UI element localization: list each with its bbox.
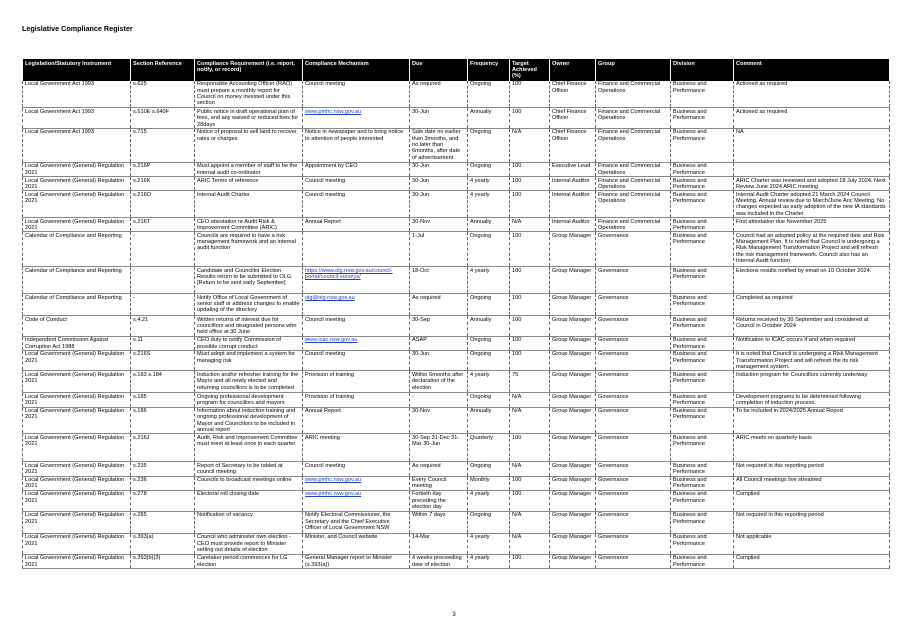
cell-due: 30-Jun: [410, 162, 468, 176]
cell-requirement: Must appoint a member of staff to be the internal audit co-ordinator: [195, 162, 303, 176]
cell-section: s.285: [131, 511, 195, 533]
cell-division: Business and Performance: [671, 371, 734, 393]
cell-section: s.625: [131, 81, 195, 108]
cell-group: Governance: [596, 267, 671, 294]
table-row: [23, 191, 890, 218]
cell-due: Within 7 days: [410, 511, 468, 533]
cell-section: s.216J: [131, 434, 195, 462]
table-row: [23, 350, 890, 370]
cell-requirement: Councils to broadcast meetings online: [195, 476, 303, 490]
cell-owner: Group Manager: [550, 490, 596, 511]
cell-comment: First attestation due November 2025: [734, 218, 890, 232]
table-row: [23, 476, 890, 490]
table-row: [23, 490, 890, 511]
column-header-frequency: Frequency: [468, 59, 510, 81]
cell-owner: Group Manager: [550, 316, 596, 336]
cell-owner: Group Manager: [550, 533, 596, 554]
cell-frequency: 4 yearly: [468, 371, 510, 393]
table-row: [23, 218, 890, 232]
cell-legislation: Code of Conduct: [23, 316, 131, 336]
cell-requirement: Report of Secretary to be tabled at council meeting: [195, 462, 303, 476]
cell-group: Governance: [596, 350, 671, 370]
cell-requirement: Written returns of interest due for councillors and designated persons who held office at 30 June: [195, 316, 303, 336]
cell-division: Business and Performance: [671, 533, 734, 554]
cell-legislation: Local Government (General) Regulation 2021: [23, 407, 131, 434]
table-row: [23, 393, 890, 407]
cell-group: Governance: [596, 371, 671, 393]
cell-division: Business and Performance: [671, 490, 734, 511]
cell-section: s.11: [131, 336, 195, 350]
cell-frequency: 4 yearly: [468, 533, 510, 554]
cell-section: s.235: [131, 462, 195, 476]
cell-group: Finance and Commercial Operations: [596, 162, 671, 176]
cell-due: Every Council meeting: [410, 476, 468, 490]
cell-group: Finance and Commercial Operations: [596, 191, 671, 218]
cell-group: Governance: [596, 336, 671, 350]
cell-owner: Group Manager: [550, 267, 596, 294]
cell-target-achieved: 100: [510, 191, 550, 218]
cell-section: -: [131, 232, 195, 267]
cell-target-achieved: 100: [510, 350, 550, 370]
cell-due: As required: [410, 81, 468, 108]
cell-group: Governance: [596, 434, 671, 462]
cell-frequency: Annually: [468, 108, 510, 128]
cell-division: Business and Performance: [671, 407, 734, 434]
column-header-requirement: Compliance Requirement (i.e. report, notify, or record): [195, 59, 303, 81]
cell-requirement: CEO duty to notify Commission of possible corrupt conduct: [195, 336, 303, 350]
column-header-legislation: Legislation/Statutory Instrument: [23, 59, 131, 81]
cell-legislation: Local Government (General) Regulation 2021: [23, 371, 131, 393]
table-header-row: [23, 59, 890, 81]
cell-requirement: Information about induction training and ongoing professional development of Mayor and Councillors to be included in annual report: [195, 407, 303, 434]
cell-mechanism: Minister, and Council website: [303, 533, 410, 554]
table-row: [23, 533, 890, 554]
cell-target-achieved: 100: [510, 476, 550, 490]
cell-legislation: Local Government (General) Regulation 2021: [23, 350, 131, 370]
cell-owner: Group Manager: [550, 393, 596, 407]
cell-mechanism: General Manager report to Minister (s.393(a)): [303, 554, 410, 568]
cell-division: Business and Performance: [671, 336, 734, 350]
cell-division: Business and Performance: [671, 511, 734, 533]
cell-owner: Group Manager: [550, 294, 596, 316]
cell-due: 30-Nov: [410, 218, 468, 232]
cell-owner: Group Manager: [550, 232, 596, 267]
cell-requirement: Notify Office of Local Government of senior staff or address changes to enable updating of the directory: [195, 294, 303, 316]
cell-division: Business and Performance: [671, 81, 734, 108]
table-row: [23, 294, 890, 316]
column-header-comment: Comment: [734, 59, 890, 81]
cell-requirement: Responsible Accounting Officer (RAO) must prepare a monthly report for Council on money invested under this section: [195, 81, 303, 108]
cell-section: s.393(a): [131, 533, 195, 554]
cell-division: Business and Performance: [671, 108, 734, 128]
cell-frequency: 4 yearly: [468, 191, 510, 218]
cell-requirement: Notice of proposal to sell land to recover rates or charges: [195, 128, 303, 162]
mechanism-link[interactable]: www.pmhc.nsw.gov.au: [305, 491, 362, 498]
cell-section: s.183 s.184: [131, 371, 195, 393]
table-row: [23, 81, 890, 108]
cell-legislation: Independent Commission Against Corruption Act 1988: [23, 336, 131, 350]
cell-comment: Completed as required: [734, 294, 890, 316]
cell-group: Finance and Commercial Operations: [596, 177, 671, 191]
cell-due: 1-Jul: [410, 232, 468, 267]
cell-target-achieved: 100: [510, 108, 550, 128]
table-body: [23, 81, 890, 569]
cell-comment: Not required in this reporting period: [734, 511, 890, 533]
cell-comment: Not required in this reporting period: [734, 462, 890, 476]
cell-group: Governance: [596, 490, 671, 511]
table-row: [23, 128, 890, 162]
cell-due: 4 weeks preceeding date of election: [410, 554, 468, 568]
cell-group: Finance and Commercial Operations: [596, 218, 671, 232]
cell-legislation: Calendar of Compliance and Reporting: [23, 232, 131, 267]
cell-legislation: Calendar of Compliance and Reporting: [23, 294, 131, 316]
column-header-mechanism: Compliance Mechanism: [303, 59, 410, 81]
table-row: [23, 462, 890, 476]
cell-group: Governance: [596, 554, 671, 568]
table-row: [23, 162, 890, 176]
cell-mechanism: Notify Electoral Commissioner, the Secretary and the Chief Executive Officer of Local Government NSW: [303, 511, 410, 533]
cell-owner: Group Manager: [550, 462, 596, 476]
table-row: [23, 108, 890, 128]
cell-comment: ARIC meets on quarterly basis: [734, 434, 890, 462]
column-header-division: Division: [671, 59, 734, 81]
cell-legislation: Local Government Act 1993: [23, 108, 131, 128]
cell-frequency: Ongoing: [468, 128, 510, 162]
cell-target-achieved: 100: [510, 490, 550, 511]
table-row: [23, 434, 890, 462]
cell-mechanism: [303, 476, 410, 490]
cell-legislation: Local Government (General) Regulation 2021: [23, 177, 131, 191]
cell-due: 18-Oct: [410, 267, 468, 294]
cell-target-achieved: 100: [510, 162, 550, 176]
cell-section: s.4.21: [131, 316, 195, 336]
cell-division: Business and Performance: [671, 267, 734, 294]
cell-group: Governance: [596, 407, 671, 434]
cell-requirement: Electoral roll closing date: [195, 490, 303, 511]
cell-target-achieved: N/A: [510, 511, 550, 533]
cell-frequency: 4 yearly: [468, 554, 510, 568]
cell-division: Business and Performance: [671, 476, 734, 490]
mechanism-link[interactable]: www.icac.nsw.gov.au: [305, 337, 358, 344]
cell-legislation: Calendar of Compliance and Reporting: [23, 267, 131, 294]
cell-division: Business and Performance: [671, 350, 734, 370]
cell-requirement: Candidate and Councillor Election Results return to be submitted to OLG [Return to be sent early September]: [195, 267, 303, 294]
cell-owner: Group Manager: [550, 434, 596, 462]
cell-division: Business and Performance: [671, 393, 734, 407]
cell-section: s.236: [131, 476, 195, 490]
cell-mechanism: Annual Report: [303, 407, 410, 434]
cell-section: s.216S: [131, 350, 195, 370]
cell-frequency: 4 yearly: [468, 267, 510, 294]
cell-section: s.278: [131, 490, 195, 511]
cell-owner: Internal Auditor: [550, 218, 596, 232]
mechanism-link[interactable]: olg@olg.nsw.gov.au: [305, 294, 355, 301]
cell-frequency: Ongoing: [468, 232, 510, 267]
cell-legislation: Local Government (General) Regulation 2021: [23, 462, 131, 476]
cell-owner: Internal Auditor: [550, 191, 596, 218]
cell-requirement: Notification of vacancy: [195, 511, 303, 533]
cell-comment: All Council meetings live streamed: [734, 476, 890, 490]
cell-due: ASAP: [410, 336, 468, 350]
cell-due: 30-Sep: [410, 316, 468, 336]
cell-comment: Complied: [734, 554, 890, 568]
cell-group: Governance: [596, 533, 671, 554]
table-row: [23, 407, 890, 434]
cell-mechanism: [303, 108, 410, 128]
cell-target-achieved: 100: [510, 294, 550, 316]
cell-mechanism: Council meeting: [303, 350, 410, 370]
cell-comment: Notification to ICAC occurs if and when required: [734, 336, 890, 350]
cell-requirement: CEO attestation re Audit Risk & Improvement Committee (ARIC): [195, 218, 303, 232]
cell-mechanism: [303, 490, 410, 511]
cell-section: -: [131, 267, 195, 294]
page-number: 3: [452, 612, 456, 618]
cell-frequency: Annually: [468, 407, 510, 434]
cell-legislation: Local Government (General) Regulation 2021: [23, 218, 131, 232]
cell-division: Business and Performance: [671, 232, 734, 267]
cell-legislation: Local Government (General) Regulation 2021: [23, 490, 131, 511]
cell-group: Governance: [596, 511, 671, 533]
column-header-owner: Owner: [550, 59, 596, 81]
cell-owner: Group Manager: [550, 336, 596, 350]
table-row: [23, 554, 890, 568]
column-header-target: Target Achieved (%): [510, 59, 550, 81]
cell-target-achieved: 100: [510, 316, 550, 336]
cell-comment: Development programs to be determined following completion of induction process.: [734, 393, 890, 407]
cell-target-achieved: 100: [510, 177, 550, 191]
cell-owner: Chief Finance Officer: [550, 108, 596, 128]
cell-requirement: Internal Audit Charter: [195, 191, 303, 218]
cell-frequency: Ongoing: [468, 81, 510, 108]
cell-requirement: Caretaker period commences for LG election: [195, 554, 303, 568]
cell-mechanism: Provision of training: [303, 393, 410, 407]
cell-division: Business and Performance: [671, 316, 734, 336]
cell-mechanism: [303, 294, 410, 316]
cell-requirement: Public notice in draft operational plan of fees, and any waived or reduced fees for 28days: [195, 108, 303, 128]
cell-target-achieved: N/A: [510, 128, 550, 162]
cell-frequency: Ongoing: [468, 350, 510, 370]
cell-legislation: Local Government (General) Regulation 2021: [23, 434, 131, 462]
mechanism-link[interactable]: www.pmhc.nsw.gov.au: [305, 477, 362, 484]
cell-comment: Internal Audit Charter adopted 21 March 2024 Council Meeting. Annual review due to March/June Aric Meeting. No changes expected as early adoption of the new IA standards was included in the Charter: [734, 191, 890, 218]
cell-comment: Elections results notified by email on 10 October 2024.: [734, 267, 890, 294]
cell-section: s.715: [131, 128, 195, 162]
column-header-group: Group: [596, 59, 671, 81]
cell-legislation: Local Government (General) Regulation 2021: [23, 393, 131, 407]
cell-due: 30-Jun: [410, 191, 468, 218]
cell-target-achieved: 100: [510, 232, 550, 267]
table-row: [23, 232, 890, 267]
cell-target-achieved: N/A: [510, 393, 550, 407]
cell-owner: Group Manager: [550, 554, 596, 568]
cell-comment: Actioned as required: [734, 108, 890, 128]
cell-target-achieved: 100: [510, 434, 550, 462]
cell-requirement: Must adopt and implement a system for managing risk: [195, 350, 303, 370]
cell-target-achieved: 100: [510, 336, 550, 350]
cell-owner: Executive Lead: [550, 162, 596, 176]
cell-requirement: Induction and/or refresher training for the Mayor and all newly elected and returning councillors is to be completed: [195, 371, 303, 393]
cell-target-achieved: 100: [510, 554, 550, 568]
cell-target-achieved: N/A: [510, 407, 550, 434]
cell-mechanism: Council meeting: [303, 177, 410, 191]
cell-due: 30-Jun: [410, 177, 468, 191]
cell-requirement: Councils are required to have a risk management framework and an internal audit function: [195, 232, 303, 267]
cell-legislation: Local Government (General) Regulation 2021: [23, 191, 131, 218]
cell-section: s.216T: [131, 218, 195, 232]
cell-frequency: Annually: [468, 218, 510, 232]
cell-division: Business and Performance: [671, 462, 734, 476]
table-row: [23, 371, 890, 393]
cell-comment: Induction program for Councillors currently underway: [734, 371, 890, 393]
cell-division: Business and Performance: [671, 434, 734, 462]
cell-mechanism: Council meeting: [303, 462, 410, 476]
cell-comment: [734, 162, 890, 176]
cell-comment: Actioned as required: [734, 81, 890, 108]
cell-division: Business and Performance: [671, 294, 734, 316]
cell-section: s.216O: [131, 191, 195, 218]
cell-group: Governance: [596, 476, 671, 490]
cell-group: Governance: [596, 462, 671, 476]
cell-due: 30-Sep 31-Dec 31-Mar 30-Jun: [410, 434, 468, 462]
cell-frequency: Ongoing: [468, 336, 510, 350]
cell-frequency: Ongoing: [468, 393, 510, 407]
cell-frequency: Ongoing: [468, 511, 510, 533]
cell-group: Finance and Commercial Operations: [596, 108, 671, 128]
cell-mechanism: [303, 232, 410, 267]
cell-requirement: Ongoing professional development program for councillors and mayors: [195, 393, 303, 407]
cell-section: s.393(b)(3): [131, 554, 195, 568]
cell-comment: To be included in 2024/2025 Annual Report: [734, 407, 890, 434]
cell-group: Finance and Commercial Operations: [596, 128, 671, 162]
cell-legislation: Local Government (General) Regulation 2021: [23, 554, 131, 568]
cell-comment: NA: [734, 128, 890, 162]
cell-owner: Chief Finance Officer: [550, 128, 596, 162]
mechanism-link[interactable]: https://www.olg.nsw.gov.au/council-portal/council-surveys/: [305, 267, 393, 281]
cell-due: As required: [410, 294, 468, 316]
cell-target-achieved: N/A: [510, 533, 550, 554]
cell-target-achieved: N/A: [510, 462, 550, 476]
compliance-register-table: [22, 59, 890, 569]
cell-group: Governance: [596, 316, 671, 336]
cell-comment: Returns received by 30 September and considered at Council in October 2024: [734, 316, 890, 336]
cell-mechanism: Provision of training: [303, 371, 410, 393]
cell-section: s.185: [131, 393, 195, 407]
cell-division: Business and Performance: [671, 554, 734, 568]
cell-mechanism: Council meeting: [303, 191, 410, 218]
cell-target-achieved: N/A: [510, 218, 550, 232]
cell-division: Business and Performance: [671, 177, 734, 191]
cell-requirement: Audit, Risk and Improvement Committee must meet at least once in each quarter.: [195, 434, 303, 462]
cell-legislation: Local Government (General) Regulation 2021: [23, 533, 131, 554]
table-row: [23, 177, 890, 191]
cell-due: 30-Nov: [410, 407, 468, 434]
column-header-section: Section Reference: [131, 59, 195, 81]
cell-requirement: ARIC Terms of reference: [195, 177, 303, 191]
cell-legislation: Local Government Act 1993: [23, 81, 131, 108]
cell-comment: ARIC Charter was reviewed and adopted 18 July 2024. Next Review June 2024 ARIC meeting: [734, 177, 890, 191]
table-row: [23, 511, 890, 533]
cell-due: 14-Mar: [410, 533, 468, 554]
cell-frequency: Ongoing: [468, 462, 510, 476]
cell-frequency: 4 yearly: [468, 490, 510, 511]
cell-frequency: Quarterly: [468, 434, 510, 462]
cell-mechanism: [303, 267, 410, 294]
cell-owner: Group Manager: [550, 371, 596, 393]
cell-division: Business and Performance: [671, 218, 734, 232]
cell-frequency: Monthly: [468, 476, 510, 490]
cell-frequency: Annually: [468, 316, 510, 336]
cell-comment: Complied: [734, 490, 890, 511]
cell-comment: Council had an adopted policy at the required date and Risk Management Plan. It is noted that Council is undergoing a Risk Management Transformation Project and will refresh the risk management framework. Council also has an Internal Audit function: [734, 232, 890, 267]
cell-comment: Not applicable: [734, 533, 890, 554]
cell-frequency: 4 yearly: [468, 177, 510, 191]
cell-requirement: Council who administer own election - CEO must provide report to Minister setting out details of election: [195, 533, 303, 554]
cell-legislation: Local Government (General) Regulation 2021: [23, 511, 131, 533]
cell-division: Business and Performance: [671, 128, 734, 162]
cell-target-achieved: 100: [510, 81, 550, 108]
cell-due: -: [410, 393, 468, 407]
cell-due: As required: [410, 462, 468, 476]
table-row: [23, 267, 890, 294]
document-title: Legislative Compliance Register: [22, 24, 133, 33]
cell-section: s.216K: [131, 177, 195, 191]
cell-due: 30-Jun: [410, 108, 468, 128]
cell-frequency: Ongoing: [468, 294, 510, 316]
table-row: [23, 316, 890, 336]
cell-group: Governance: [596, 393, 671, 407]
cell-section: -: [131, 294, 195, 316]
cell-group: Finance and Commercial Operations: [596, 81, 671, 108]
cell-mechanism: Annual Report: [303, 218, 410, 232]
cell-section: s.186: [131, 407, 195, 434]
cell-group: Governance: [596, 294, 671, 316]
cell-owner: Group Manager: [550, 350, 596, 370]
cell-legislation: Local Government (General) Regulation 2021: [23, 476, 131, 490]
cell-mechanism: Appointment by CEO: [303, 162, 410, 176]
table-row: [23, 336, 890, 350]
cell-due: Within 6months after declaration of the election: [410, 371, 468, 393]
cell-due: Fortieth day preceding the election day: [410, 490, 468, 511]
cell-section: s.216P: [131, 162, 195, 176]
cell-owner: Group Manager: [550, 476, 596, 490]
cell-frequency: Ongoing: [468, 162, 510, 176]
mechanism-link[interactable]: www.pmhc.nsw.gov.au: [305, 108, 362, 115]
cell-target-achieved: 100: [510, 267, 550, 294]
cell-group: Governance: [596, 232, 671, 267]
cell-owner: Chief Finance Officer: [550, 81, 596, 108]
cell-owner: Group Manager: [550, 407, 596, 434]
cell-division: Business and Performance: [671, 191, 734, 218]
cell-section: s.610E s.640F: [131, 108, 195, 128]
cell-division: Business and Performance: [671, 162, 734, 176]
cell-due: 30-Jun: [410, 350, 468, 370]
cell-target-achieved: 75: [510, 371, 550, 393]
cell-legislation: Local Government (General) Regulation 2021: [23, 162, 131, 176]
cell-mechanism: [303, 336, 410, 350]
cell-owner: Group Manager: [550, 511, 596, 533]
cell-due: Sale date no earlier than 3months, and no later than 6months, after date of advertisement: [410, 128, 468, 162]
cell-mechanism: Notice in newspaper and to bring notice to attention of people interested: [303, 128, 410, 162]
column-header-due: Due: [410, 59, 468, 81]
cell-mechanism: Council meeting: [303, 316, 410, 336]
cell-comment: It is noted that Council is undergoing a Risk Management Transformation Project and will refresh the its risk management system.: [734, 350, 890, 370]
cell-mechanism: ARIC meeting: [303, 434, 410, 462]
cell-mechanism: Council meeting: [303, 81, 410, 108]
cell-owner: Internal Auditor: [550, 177, 596, 191]
cell-legislation: Local Government Act 1993: [23, 128, 131, 162]
